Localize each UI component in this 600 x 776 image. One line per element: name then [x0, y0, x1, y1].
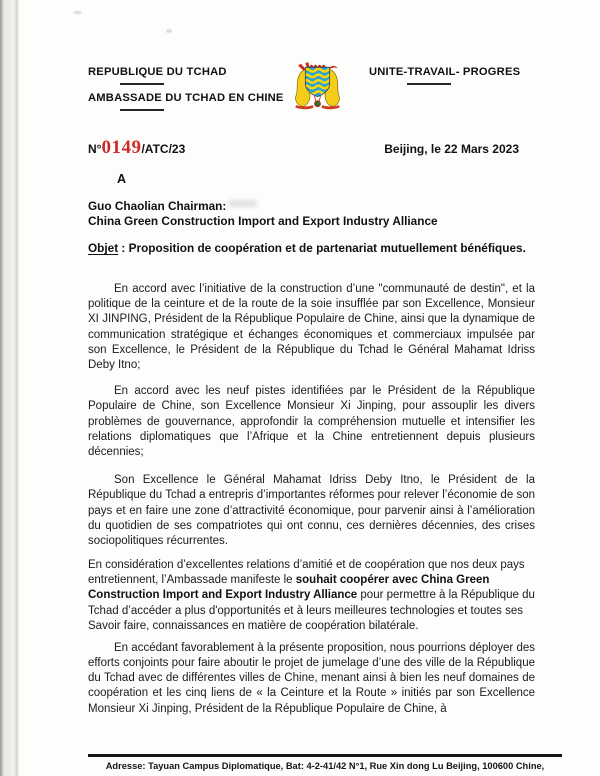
title-underline: [120, 83, 164, 85]
scan-edge-shadow: [0, 0, 19, 776]
paragraph-3: Son Excellence le Général Mahamat Idriss Deby Itno, le Président de la République du Tchad a entrepris d’importantes réformes pour relever l’économie de son pays et en faire une zone d’attractivité économique, pour parvenir ainsi à l’amélioration du quotidien de ses compatriotes qui ont connu, ces dernières décennies, des crises sociopolitiques récurrentes.: [88, 474, 535, 548]
subject-separator: :: [118, 241, 129, 255]
reference-suffix: /ATC/23: [141, 142, 186, 156]
title-underline: [120, 109, 164, 111]
subject-line: [88, 240, 545, 256]
recipient-name: Guo Chaolian Chairman:: [88, 199, 227, 213]
subject-label: Objet: [88, 241, 119, 255]
recipient-block: [88, 199, 535, 228]
dateline: Beijing, le 22 Mars 2023: [384, 142, 519, 156]
motto-underline: [407, 83, 451, 85]
recipient-marker: A: [117, 172, 127, 186]
paragraph-4-emphasis: souhait coopérer avec China Green Construction Import and Export Industry Alliance: [88, 574, 490, 602]
reference-number: [88, 137, 185, 159]
recipient-organization: China Green Construction Import and Export Industry Alliance: [88, 213, 438, 228]
reference-row: [0, 137, 600, 159]
embassy-title: AMBASSADE DU TCHAD EN CHINE: [88, 92, 284, 104]
footer-address: Adresse: Tayuan Campus Diplomatique, Bat: 4-2-41/42 N°1, Rue Xin dong Lu Beijing, 100600 Chine,: [105, 761, 545, 771]
scan-speck: [73, 11, 82, 14]
reference-digits: 0149: [101, 137, 142, 158]
country-title: REPUBLIQUE DU TCHAD: [88, 66, 227, 78]
letterhead: [0, 0, 600, 112]
reference-prefix: N°: [88, 142, 102, 156]
paragraph-4: [88, 558, 535, 633]
paragraph-4-text: En considération d’excellentes relations d’amitié et de coopération que nos deux pays entretiennent, l’Ambassade manifeste le: [88, 559, 525, 587]
footer-divider: [88, 754, 562, 757]
scan-speck: [166, 29, 172, 33]
paragraph-2: En accord avec les neuf pistes identifiées par le Président de la République Populaire de Chine, son Excellence Monsieur Xi Jinping, pour assouplir les divers problèmes de gouvernance, approfondir la compréhension mutuelle et intensifier les relations diplomatiques que l’Afrique et la Chine entretiennent depuis plusieurs décennies;: [88, 385, 535, 459]
scan-smudge: [229, 200, 257, 207]
letterhead-right: [369, 66, 520, 92]
motto-title: UNITE-TRAVAIL- PROGRES: [369, 66, 521, 78]
coat-of-arms-icon: [284, 60, 351, 112]
paragraph-4-text: pour permettre à la République du Tchad d’accéder a plus d'opportunités et à leurs meilleures technologies et toutes ses Savoir faire, connaissances en matière de coopération bilatérale.: [88, 589, 535, 632]
subject-text: Proposition de coopération et de partenariat mutuellement bénéfiques.: [128, 241, 526, 255]
letterhead-left: [88, 66, 294, 111]
paragraph-5: En accédant favorablement à la présente proposition, nous pourrions déployer des efforts conjoints pour faire aboutir le projet de jumelage d’une des ville de la République du Tchad avec de différentes villes de Chine, menant ainsi à bien les neuf domaines de coopération et les cinq liens de « la Ceinture et la Route » initiés par son Excellence Monsieur Xi Jinping, Président de la République Populaire de Chine, à: [88, 641, 535, 715]
paragraph-1: En accord avec l’initiative de la construction d’une "communauté de destin", et la politique de la ceinture et de la route de la soie insufflée par son Excellence, Monsieur XI JINPING, Président de la République Populaire de Chine, ainsi que la dynamique de communication stratégique et échanges économiques et commerciaux impulsée par son Excellence, le Président de la République du Tchad le Général Mahamat Idriss Deby Itno;: [88, 283, 535, 372]
